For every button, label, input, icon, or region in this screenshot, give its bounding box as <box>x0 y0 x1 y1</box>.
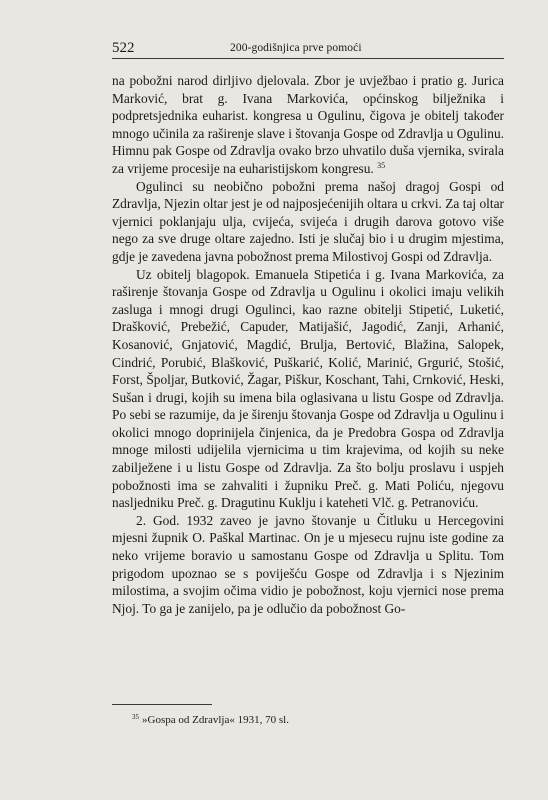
footnote-reference: 35 <box>377 160 386 170</box>
paragraph-1 <box>112 72 504 178</box>
footnote-text: »Gospa od Zdravlja« 1931, 70 sl. <box>142 714 289 726</box>
running-title: 200-godišnjica prve pomoći <box>230 42 362 54</box>
footnote <box>132 714 289 726</box>
paragraph-2: Ogulinci su neobično pobožni prema našoj dragoj Gospi od Zdravlja, Njezin oltar jest je od najposjećenijih oltara u crkvi. Za taj oltar vjernici poklanjaju ulja, cvijeća, svijeća i drugih darova gotovo više nego za sve druge oltare zajedno. Isti je slučaj bio i u drugim mjestima, gdje je zavedena javna pobožnost prema Milostivoj Gospi od Zdravlja. <box>112 178 504 264</box>
page-header <box>112 40 504 59</box>
page-number: 522 <box>112 40 135 56</box>
footnote-rule <box>112 704 212 705</box>
footnote-number: 35 <box>132 713 139 721</box>
paragraph-4: 2. God. 1932 zaveo je javno štovanje u Čitluku u Hercegovini mjesni župnik O. Paškal Martinac. On je u mjesecu rujnu iste godine za neko vrijeme boravio u samostanu Gospe od Zdravlja u Splitu. Tom prigodom upoznao se s poviješću Gospe od Zdravlja i s Njezinim milostima, a svojim očima vidio je pobožnost, koju vjernici nose prema Njoj. To ga je zanijelo, pa je odlučio da pobožnost Go- <box>112 512 504 616</box>
body-text <box>112 72 504 617</box>
paragraph-text: na pobožni narod dirljivo djelovala. Zbor je uvježbao i pratio g. Jurica Marković, brat g. Ivana Markovića, općinskog bilježnika i podpretsjednika euharist. kongresa u Ogulinu, čigova je obitelj također mnogo učinila za raširenje slave i štovanja Gospe od Zdravlja u Ogulinu. Himnu pak Gospe od Zdravlja ovako brzo uhvatilo duša vjernika, svirala za vrijeme procesije na euharistijskom kongresu. <box>112 73 504 176</box>
paragraph-3: Uz obitelj blagopok. Emanuela Stipetića i g. Ivana Markovića, za raširenje štovanja Gospe od Zdravlja u Ogulinu i okolici imaju velikih zasluga i mnogi drugi Ogulinci, kao razne obitelji Stipetić, Luketić, Drašković, Prebežić, Capuder, Matijašić, Jagodić, Zanji, Arhanić, Kosanović, Gnjatović, Magdić, Brulja, Bertović, Blažina, Salopek, Cindrić, Porubić, Blašković, Puškarić, Kolić, Marinić, Grgurić, Stošić, Forst, Špoljar, Butković, Žagar, Piškur, Koschant, Tahi, Crnković, Heski, Sušan i drugi, kojih su imena bila oglasivana u listu Gospe od Zdravlja. Po sebi se razumije, da je širenju štovanja Gospe od Zdravlja u Ogulinu i okolici mnogo doprinijela činjenica, da je Predobra Gospa od Zdravlja mnoge milosti udijelila vjernicima u tim krajevima, od kojih su neke zabilježene i u listu Gospe od Zdravlja. Za što bolju proslavu i uspjeh pobožnosti ima se zahvaliti i župniku Preč. g. Mati Poliću, njegovu nasljedniku Preč. g. Dragutinu Kuklju i kateheti Vlč. g. Petranoviću. <box>112 266 504 511</box>
